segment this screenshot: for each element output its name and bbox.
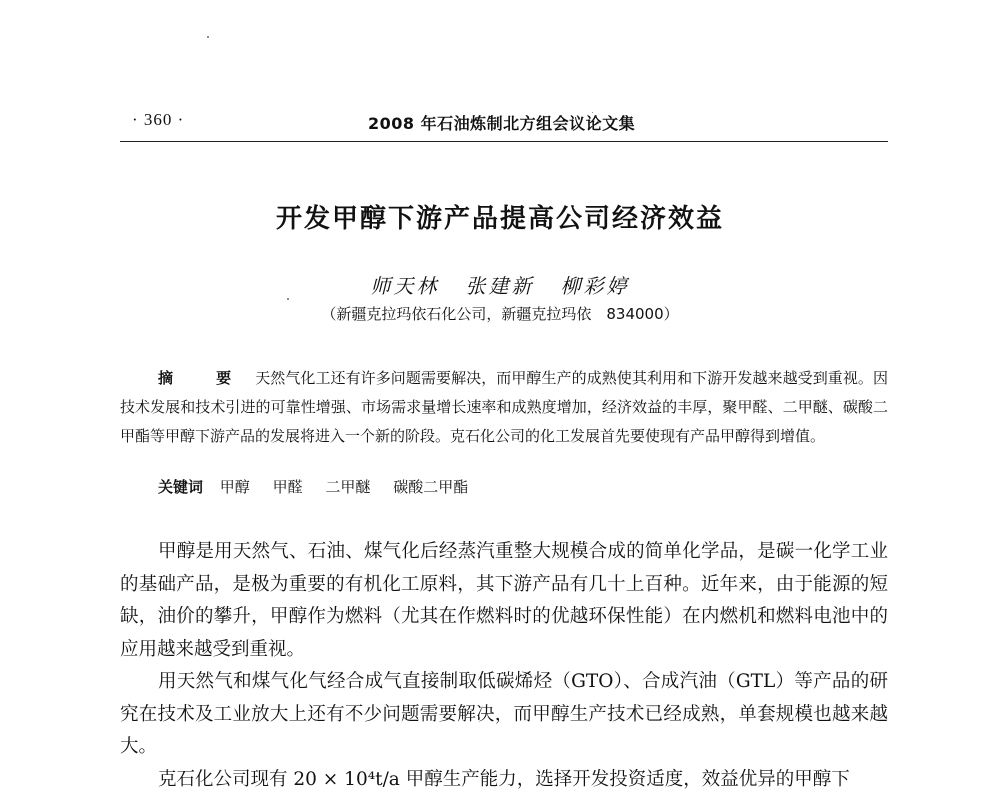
keywords-label: 关键词 <box>158 478 203 496</box>
keywords <box>158 476 486 497</box>
page-number: · 360 · <box>132 110 184 130</box>
article-title: 开发甲醇下游产品提高公司经济效益 <box>0 198 1000 235</box>
keyword: 甲醛 <box>273 478 303 496</box>
keyword: 甲醇 <box>220 478 250 496</box>
scan-speck <box>207 36 209 38</box>
body-paragraph: 甲醇是用天然气、石油、煤气化后经蒸汽重整大规模合成的简单化学品，是碳一化学工业的基础产品，是极为重要的有机化工原料，其下游产品有几十上百种。近年来，由于能源的短缺，油价的攀升，甲醇作为燃料（尤其在作燃料时的优越环保性能）在内燃机和燃料电池中的应用越来越受到重视。 <box>120 536 888 666</box>
author-name: 师天林 <box>371 274 440 298</box>
abstract <box>120 364 888 451</box>
header-rule <box>120 141 888 142</box>
author-list <box>0 270 1000 299</box>
keyword: 二甲醚 <box>325 478 370 496</box>
scan-speck <box>287 298 289 300</box>
abstract-text: 天然气化工还有许多问题需要解决，而甲醇生产的成熟使其利用和下游开发越来越受到重视。因技术发展和技术引进的可靠性增强、市场需求量增长速率和成熟度增加，经济效益的丰厚，聚甲醛、二甲醚、碳酸二甲酯等甲醇下游产品的发展将进入一个新的阶段。克石化公司的化工发展首先要使现有产品甲醇得到增值。 <box>120 369 888 445</box>
running-head: 2008 年石油炼制北方组会议论文集 <box>368 111 635 134</box>
body-paragraph: 用天然气和煤气化气经合成气直接制取低碳烯烃（GTO）、合成汽油（GTL）等产品的研究在技术及工业放大上还有不少问题需要解决，而甲醇生产技术已经成熟，单套规模也越来越大。 <box>120 666 888 764</box>
scan-speck <box>592 112 593 113</box>
body-paragraph: 克石化公司现有 20 × 10⁴t/a 甲醇生产能力，选择开发投资适度，效益优异的甲醇下 <box>120 764 888 796</box>
author-name: 张建新 <box>466 274 535 298</box>
body-text <box>120 536 888 796</box>
author-name: 柳彩婷 <box>561 274 630 298</box>
keyword: 碳酸二甲酯 <box>393 478 468 496</box>
abstract-label: 摘 要 <box>158 369 245 387</box>
author-affiliation: （新疆克拉玛依石化公司，新疆克拉玛依 834000） <box>0 303 1000 324</box>
page-header <box>120 108 890 138</box>
